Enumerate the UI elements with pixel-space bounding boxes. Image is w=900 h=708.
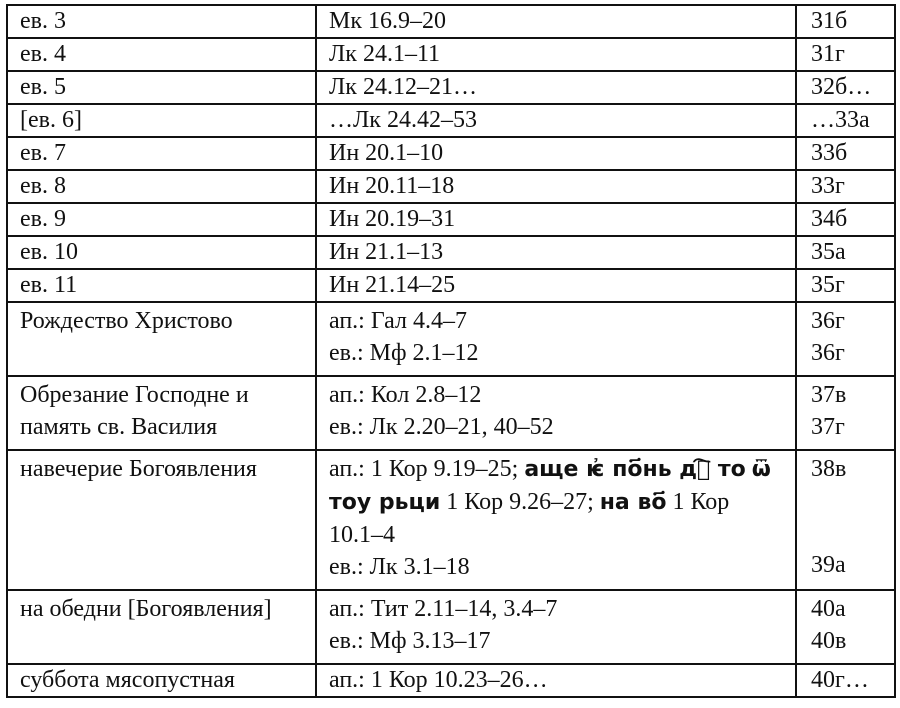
reading-text: ап.: Кол 2.8–12 [329, 382, 482, 408]
reading-text: Ин 20.1–10 [329, 140, 444, 166]
folio-text: 40в [811, 628, 847, 654]
reading-text: 1 Кор 10.1–4 [329, 489, 730, 548]
occasion-text: суббота мясопустная [20, 667, 235, 693]
occasion-cell [7, 376, 316, 450]
occasion-text: навечерие Богоявления [20, 456, 257, 482]
folio-cell [796, 137, 895, 170]
folio-cell [796, 236, 895, 269]
table-row [7, 664, 895, 697]
occasion-text: ев. 5 [20, 74, 66, 100]
occasion-cell [7, 203, 316, 236]
reading-cell [316, 302, 796, 376]
folio-text: 32б… [811, 74, 872, 100]
occasion-cell [7, 664, 316, 697]
folio-text: 35г [811, 272, 845, 298]
folio-cell [796, 203, 895, 236]
reading-text: ап.: Тит 2.11–14, 3.4–7 [329, 596, 558, 622]
occasion-text: ев. 9 [20, 206, 66, 232]
folio-text: 31б [811, 8, 848, 34]
folio-text: 33г [811, 173, 845, 199]
folio-text: 40г… [811, 667, 869, 693]
folio-text: 35а [811, 239, 846, 265]
occasion-cell [7, 236, 316, 269]
church-slavonic-incipit: аще ѥ҆ по҃нь дⷭ҇ то [524, 457, 746, 482]
reading-cell [316, 38, 796, 71]
reading-text: Ин 20.11–18 [329, 173, 455, 199]
folio-cell [796, 590, 895, 664]
reading-text: Лк 24.12–21… [329, 74, 477, 100]
occasion-cell [7, 5, 316, 38]
reading-cell [316, 269, 796, 302]
folio-cell [796, 170, 895, 203]
occasion-text: ев. 7 [20, 140, 66, 166]
table-row [7, 450, 895, 590]
occasion-cell [7, 38, 316, 71]
occasion-text: ев. 3 [20, 8, 66, 34]
folio-cell [796, 664, 895, 697]
folio-cell [796, 5, 895, 38]
occasion-text: Рождество Христово [20, 308, 233, 334]
occasion-text: ев. 10 [20, 239, 78, 265]
reading-cell [316, 104, 796, 137]
folio-text: 39а [811, 552, 846, 578]
table-row [7, 236, 895, 269]
reading-text: ап.: 1 Кор 10.23–26… [329, 667, 548, 693]
reading-cell [316, 236, 796, 269]
folio-text: 38в [811, 456, 847, 482]
occasion-text: ев. 4 [20, 41, 66, 67]
folio-text: 34б [811, 206, 848, 232]
reading-text: ев.: Лк 3.1–18 [329, 554, 470, 580]
reading-text: ев.: Лк 2.20–21, 40–52 [329, 414, 554, 440]
reading-cell [316, 137, 796, 170]
table-row [7, 269, 895, 302]
occasion-cell [7, 302, 316, 376]
reading-cell [316, 5, 796, 38]
reading-text: 1 Кор 9.26–27; [440, 489, 600, 515]
reading-cell [316, 376, 796, 450]
reading-cell [316, 664, 796, 697]
table-row [7, 203, 895, 236]
table-row [7, 5, 895, 38]
reading-cell [316, 590, 796, 664]
occasion-cell [7, 137, 316, 170]
reading-text: ап.: Гал 4.4–7 [329, 308, 467, 334]
folio-text: 37г [811, 414, 845, 440]
church-slavonic-incipit: ѿ тоу рьци [329, 457, 771, 515]
reading-text: Ин 21.14–25 [329, 272, 456, 298]
folio-cell [796, 450, 895, 590]
reading-text: Лк 24.1–11 [329, 41, 441, 67]
occasion-text: память св. Василия [20, 414, 218, 440]
occasion-cell [7, 104, 316, 137]
table-row [7, 376, 895, 450]
lectionary-table [6, 4, 896, 698]
folio-text: 33б [811, 140, 848, 166]
table-row [7, 302, 895, 376]
reading-text-rich [329, 453, 787, 551]
occasion-text: Обрезание Господне и [20, 382, 249, 408]
occasion-cell [7, 590, 316, 664]
folio-cell [796, 71, 895, 104]
reading-cell [316, 170, 796, 203]
table-row [7, 590, 895, 664]
reading-text: Мк 16.9–20 [329, 8, 446, 34]
table-row [7, 71, 895, 104]
reading-text: Ин 20.19–31 [329, 206, 456, 232]
church-slavonic-incipit: на во҃ [599, 490, 667, 515]
folio-text: 36г [811, 308, 845, 334]
table-row [7, 38, 895, 71]
reading-text: Ин 21.1–13 [329, 239, 444, 265]
reading-text: …Лк 24.42–53 [329, 107, 477, 133]
folio-cell [796, 104, 895, 137]
table-row [7, 137, 895, 170]
folio-text: 36г [811, 340, 845, 366]
folio-text: 40а [811, 596, 846, 622]
occasion-cell [7, 450, 316, 590]
reading-text: ев.: Мф 2.1–12 [329, 340, 479, 366]
folio-text: 31г [811, 41, 845, 67]
folio-cell [796, 302, 895, 376]
occasion-cell [7, 170, 316, 203]
reading-text: ев.: Мф 3.13–17 [329, 628, 491, 654]
folio-text: 37в [811, 382, 847, 408]
reading-cell [316, 450, 796, 590]
folio-text: …33а [811, 107, 870, 133]
reading-cell [316, 71, 796, 104]
reading-cell [316, 203, 796, 236]
reading-text: ап.: 1 Кор 9.19–25; [329, 456, 525, 482]
occasion-text: [ев. 6] [20, 107, 82, 133]
folio-cell [796, 376, 895, 450]
occasion-cell [7, 269, 316, 302]
folio-cell [796, 269, 895, 302]
occasion-text: на обедни [Богоявления] [20, 596, 272, 622]
table-row [7, 170, 895, 203]
occasion-text: ев. 8 [20, 173, 66, 199]
table-row [7, 104, 895, 137]
folio-cell [796, 38, 895, 71]
occasion-cell [7, 71, 316, 104]
occasion-text: ев. 11 [20, 272, 78, 298]
